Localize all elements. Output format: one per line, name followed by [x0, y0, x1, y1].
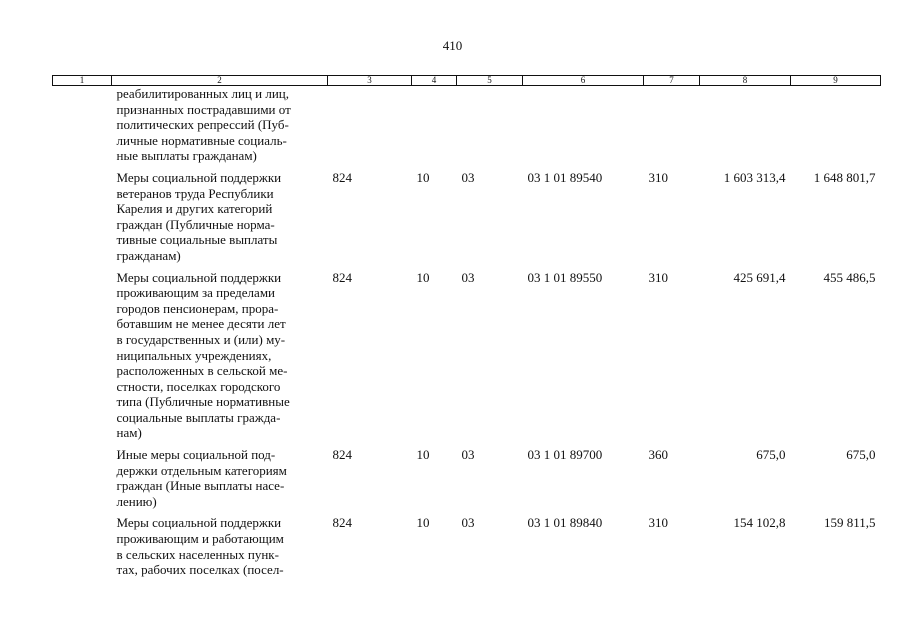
cell-col1 — [53, 447, 112, 509]
cell-target-article: 03 1 01 89840 — [527, 515, 603, 531]
cell-target-article — [523, 86, 644, 164]
column-header: 5 — [457, 76, 523, 86]
row-name-line: ниципальных учреждениях, — [116, 347, 272, 363]
cell-ministry-code: 824 — [332, 169, 352, 185]
cell-section — [412, 86, 457, 164]
cell-amount-year1: 1 603 313,4 — [723, 169, 786, 185]
cell-expense-type: 310 — [648, 515, 668, 531]
row-name-line: реабилитированных лиц и лиц, — [116, 86, 289, 101]
cell-section: 10 — [416, 447, 430, 463]
cell-target-article: 03 1 01 89700 — [527, 447, 603, 463]
row-name-line: ботавшим не менее десяти лет — [116, 316, 286, 332]
row-name-line: Меры социальной поддержки — [116, 269, 282, 285]
row-name-line: личные нормативные социаль- — [116, 132, 287, 148]
cell-expense-type — [644, 86, 700, 164]
cell-amount-year1: 425 691,4 — [733, 269, 786, 285]
column-header: 7 — [644, 76, 700, 86]
row-name-line: держки отдельным категориям — [116, 462, 287, 478]
table-row — [53, 170, 881, 264]
table-header-row — [53, 76, 881, 86]
row-name-line: тах, рабочих поселках (посел- — [116, 562, 284, 578]
row-name — [112, 86, 328, 164]
cell-col1 — [53, 515, 112, 577]
cell-col1 — [53, 170, 112, 264]
row-name-line: в сельских населенных пунк- — [116, 546, 279, 562]
row-name-line: стности, поселках городского — [116, 378, 281, 394]
page-number: 410 — [442, 38, 463, 53]
row-name-line: признанных пострадавшими от — [116, 101, 291, 117]
cell-amount-year1: 675,0 — [756, 447, 786, 463]
cell-expense-type: 310 — [648, 169, 668, 185]
cell-ministry-code: 824 — [332, 447, 352, 463]
row-name-line: граждан (Публичные норма- — [116, 216, 275, 232]
cell-col1 — [53, 270, 112, 442]
row-name-line: политических репрессий (Пуб- — [116, 117, 289, 133]
column-header: 4 — [412, 76, 457, 86]
row-name-line: нам) — [116, 425, 142, 441]
cell-expense-type: 310 — [648, 269, 668, 285]
cell-ministry-code — [328, 86, 412, 164]
row-name — [112, 447, 328, 509]
cell-target-article: 03 1 01 89550 — [527, 269, 603, 285]
cell-amount-year1: 154 102,8 — [733, 515, 786, 531]
table-row — [53, 270, 881, 442]
cell-subsection: 03 — [461, 169, 475, 185]
column-header: 9 — [791, 76, 881, 86]
cell-section: 10 — [416, 515, 430, 531]
cell-amount-year2 — [791, 86, 881, 164]
cell-ministry-code: 824 — [332, 515, 352, 531]
budget-table — [52, 75, 881, 578]
row-name-line: лению) — [116, 493, 157, 509]
table-row — [53, 86, 881, 164]
row-name — [112, 515, 328, 577]
row-name-line: граждан (Иные выплаты насе- — [116, 478, 285, 494]
row-name-line: расположенных в сельской ме- — [116, 363, 288, 379]
cell-expense-type: 360 — [648, 447, 668, 463]
column-header: 2 — [112, 76, 328, 86]
column-header: 3 — [328, 76, 412, 86]
table-body — [53, 86, 881, 578]
cell-subsection: 03 — [461, 269, 475, 285]
row-name-line: Меры социальной поддержки — [116, 515, 282, 531]
row-name-line: Карелия и других категорий — [116, 201, 273, 217]
cell-ministry-code: 824 — [332, 269, 352, 285]
table-row — [53, 447, 881, 509]
row-name-line: ные выплаты гражданам) — [116, 148, 257, 164]
cell-section: 10 — [416, 269, 430, 285]
cell-col1 — [53, 86, 112, 164]
row-name-line: проживающим и работающим — [116, 531, 284, 547]
row-name-line: социальные выплаты гражда- — [116, 409, 281, 425]
row-name — [112, 170, 328, 264]
column-header: 8 — [700, 76, 791, 86]
cell-amount-year2: 675,0 — [846, 447, 876, 463]
row-name-line: Меры социальной поддержки — [116, 169, 282, 185]
cell-section: 10 — [416, 169, 430, 185]
cell-subsection: 03 — [461, 515, 475, 531]
cell-amount-year2: 159 811,5 — [823, 515, 876, 531]
cell-amount-year2: 1 648 801,7 — [813, 169, 876, 185]
row-name-line: гражданам) — [116, 247, 181, 263]
column-header: 1 — [53, 76, 112, 86]
row-name-line: в государственных и (или) му- — [116, 331, 286, 347]
cell-subsection: 03 — [461, 447, 475, 463]
row-name-line: ветеранов труда Республики — [116, 185, 274, 201]
table-row — [53, 515, 881, 577]
cell-target-article: 03 1 01 89540 — [527, 169, 603, 185]
cell-amount-year1 — [700, 86, 791, 164]
row-name-line: тивные социальные выплаты — [116, 232, 278, 248]
row-name-line: проживающим за пределами — [116, 285, 276, 301]
column-header: 6 — [523, 76, 644, 86]
row-name-line: городов пенсионерам, прора- — [116, 300, 279, 316]
row-name — [112, 270, 328, 442]
row-name-line: типа (Публичные нормативные — [116, 394, 290, 410]
row-name-line: Иные меры социальной под- — [116, 447, 276, 463]
cell-subsection — [457, 86, 523, 164]
cell-amount-year2: 455 486,5 — [823, 269, 876, 285]
